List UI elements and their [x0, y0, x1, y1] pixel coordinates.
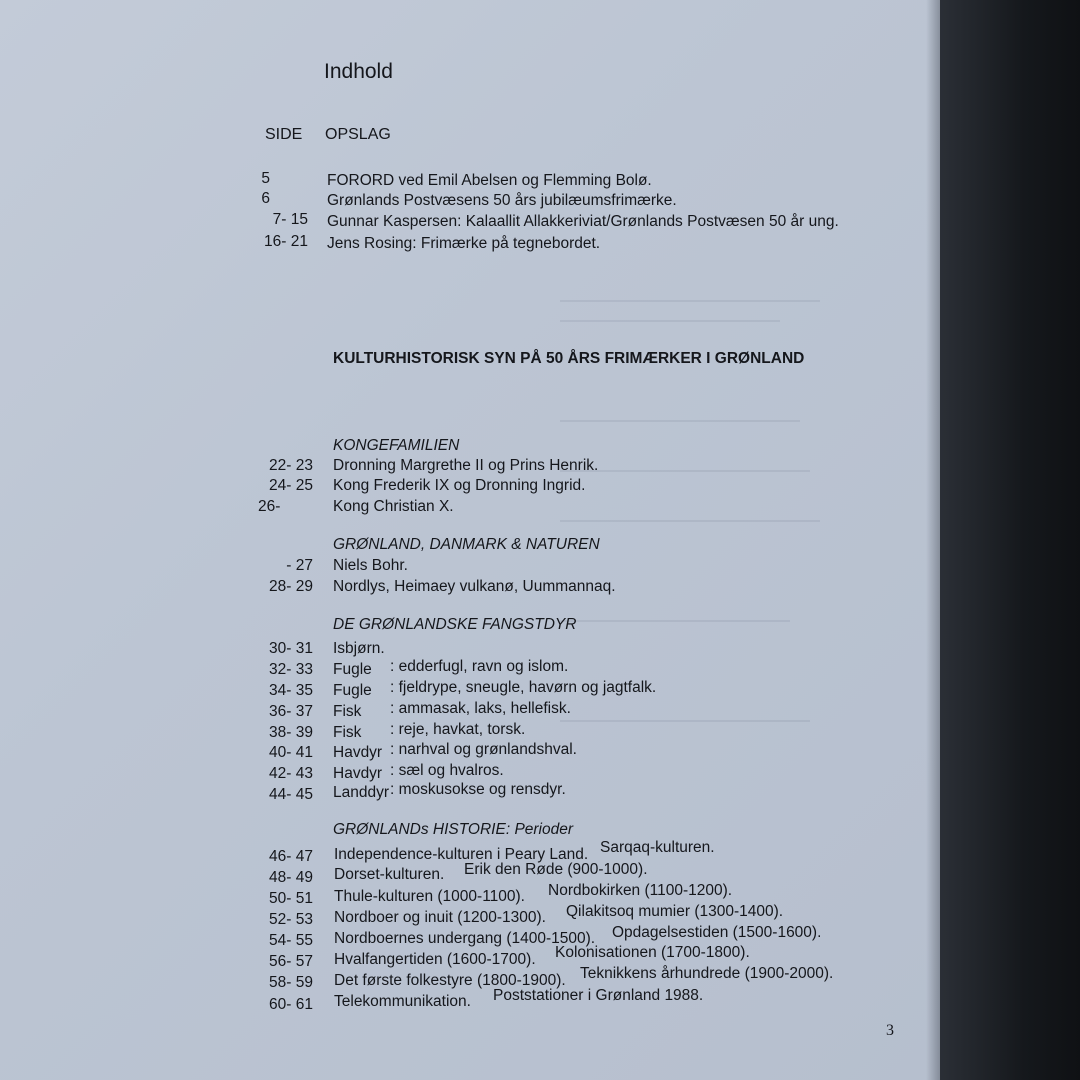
entry-pages: 46- 47 — [269, 848, 313, 865]
group-heading-suffix: : Perioder — [505, 821, 574, 838]
entry-pages: 48- 49 — [269, 869, 313, 886]
entry-text: Det første folkestyre (1800-1900). — [334, 972, 566, 989]
entry-pages: 30- 31 — [269, 640, 313, 657]
entry-label: Fugle — [333, 682, 372, 699]
entry-text-secondary: Poststationer i Grønland 1988. — [493, 987, 704, 1004]
entry-pages: 56- 57 — [269, 953, 313, 970]
entry-label: Fugle — [333, 661, 372, 678]
entry-pages: - 27 — [286, 557, 313, 574]
entry-pages: 28- 29 — [269, 578, 313, 595]
entry-text: : sæl og hvalros. — [390, 762, 504, 779]
entry-label: Landdyr — [333, 784, 390, 801]
entry-text: Thule-kulturen (1000-1100). — [334, 888, 525, 905]
section-heading: KULTURHISTORISK SYN PÅ 50 ÅRS FRIMÆRKER I GRØNLAND — [333, 350, 805, 367]
entry-pages: 36- 37 — [269, 703, 313, 720]
entry-pages: 52- 53 — [269, 911, 313, 928]
entry-pages: 42- 43 — [269, 765, 313, 782]
entry-label: Isbjørn. — [333, 640, 385, 657]
entry-text: Niels Bohr. — [333, 557, 408, 574]
entry-text: : ammasak, laks, hellefisk. — [390, 700, 571, 717]
entry-label: Fisk — [333, 703, 362, 720]
group-heading: GRØNLAND, DANMARK & NATUREN — [333, 536, 600, 553]
entry-text: : reje, havkat, torsk. — [390, 721, 526, 738]
group-heading: KONGEFAMILIEN — [333, 437, 460, 454]
entry-pages: 38- 39 — [269, 724, 313, 741]
group-heading — [333, 821, 573, 839]
intro-text: Gunnar Kaspersen: Kalaallit Allakkeriviat/Grønlands Postvæsen 50 år ung. — [327, 213, 839, 230]
entry-text-secondary: Qilakitsoq mumier (1300-1400). — [566, 903, 784, 920]
background-surface — [940, 0, 1080, 1080]
entry-label: Havdyr — [333, 744, 383, 761]
entry-pages: 58- 59 — [269, 974, 313, 991]
entry-text: Kong Frederik IX og Dronning Ingrid. — [333, 477, 586, 494]
intro-text: FORORD ved Emil Abelsen og Flemming Bolø. — [327, 172, 652, 189]
intro-pages: 6 — [261, 190, 270, 207]
entry-text: Dronning Margrethe II og Prins Henrik. — [333, 457, 599, 474]
entry-pages: 26- — [258, 498, 281, 515]
opslag-column-header: OPSLAG — [325, 126, 391, 143]
entry-text-secondary: Teknikkens århundrede (1900-2000). — [580, 965, 834, 982]
page-title: Indhold — [324, 60, 393, 83]
group-heading-main: GRØNLANDs HISTORIE — [333, 821, 506, 838]
entry-pages: 32- 33 — [269, 661, 313, 678]
intro-pages: 5 — [261, 170, 270, 187]
page-number: 3 — [886, 1022, 894, 1039]
entry-text: Telekommunikation. — [334, 993, 471, 1010]
entry-label: Havdyr — [333, 765, 383, 782]
intro-pages: 7- 15 — [272, 211, 308, 228]
entry-pages: 54- 55 — [269, 932, 313, 949]
group-heading: DE GRØNLANDSKE FANGSTDYR — [333, 616, 577, 633]
entry-text: Nordlys, Heimaey vulkanø, Uummannaq. — [333, 578, 616, 595]
entry-text-secondary: Erik den Røde (900-1000). — [464, 861, 648, 878]
entry-text: : fjeldrype, sneugle, havørn og jagtfalk. — [390, 679, 657, 696]
entry-text: Nordboer og inuit (1200-1300). — [334, 909, 546, 926]
side-column-header: SIDE — [265, 126, 303, 143]
entry-pages: 22- 23 — [269, 457, 313, 474]
entry-text: Dorset-kulturen. — [334, 866, 445, 883]
entry-text-secondary: Sarqaq-kulturen. — [600, 839, 715, 856]
entry-text: Kong Christian X. — [333, 498, 454, 515]
entry-pages: 40- 41 — [269, 744, 313, 761]
entry-pages: 50- 51 — [269, 890, 313, 907]
entry-text-secondary: Nordbokirken (1100-1200). — [548, 882, 733, 899]
entry-text: : moskusokse og rensdyr. — [390, 781, 566, 798]
entry-text: Hvalfangertiden (1600-1700). — [334, 951, 536, 968]
entry-pages: 44- 45 — [269, 786, 313, 803]
intro-text: Jens Rosing: Frimærke på tegnebordet. — [327, 235, 601, 252]
entry-text: Nordboernes undergang (1400-1500). — [334, 930, 596, 947]
entry-text: : edderfugl, ravn og islom. — [390, 658, 569, 675]
entry-label: Fisk — [333, 724, 362, 741]
entry-text: : narhval og grønlandshval. — [390, 741, 577, 758]
entry-text-secondary: Kolonisationen (1700-1800). — [555, 944, 750, 961]
entry-pages: 24- 25 — [269, 477, 313, 494]
intro-text: Grønlands Postvæsens 50 års jubilæumsfrimærke. — [327, 192, 677, 209]
page-edge-shadow — [926, 0, 940, 1080]
entry-text-secondary: Opdagelsestiden (1500-1600). — [612, 924, 822, 941]
entry-pages: 60- 61 — [269, 996, 313, 1013]
entry-pages: 34- 35 — [269, 682, 313, 699]
intro-pages: 16- 21 — [264, 233, 308, 250]
entry-text: Independence-kulturen i Peary Land. — [334, 846, 589, 863]
